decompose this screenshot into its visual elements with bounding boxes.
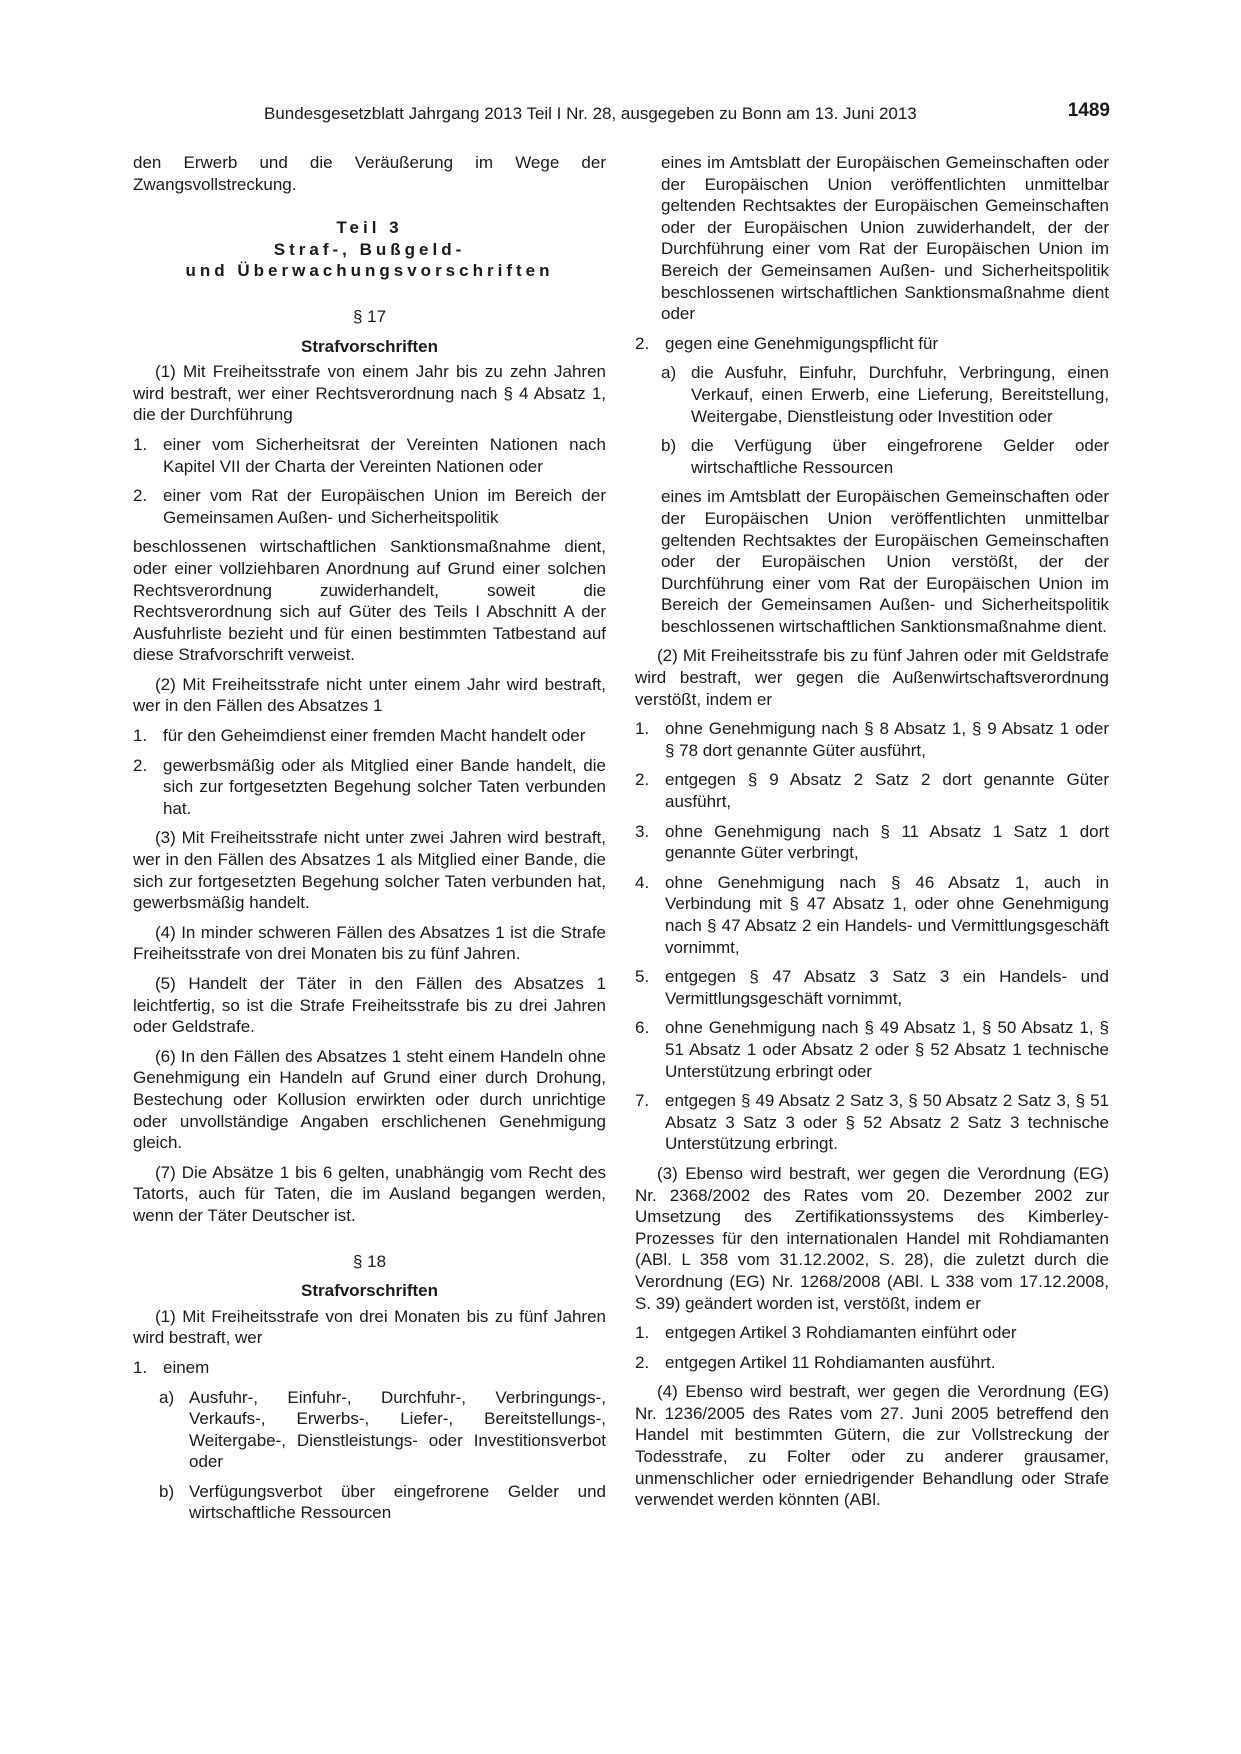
s18-paragraph-4: (4) Ebenso wird bestraft, wer gegen die Verordnung (EG) Nr. 1236/2005 des Rates vom 27. Juni 2005 betreffend den Handel mit bestimmten Gütern, die zur Vollstreckung der Todesstrafe, zu Folter oder zu anderer grausamer, unmenschlicher oder erniedrigender Behandlung oder Strafe verwendet werden könnten (ABl. — [635, 1382, 1109, 1510]
sub-list-item: a) Ausfuhr-, Einfuhr-, Durchfuhr-, Verbringungs-, Verkaufs-, Erwerbs-, Liefer-, Bereitstellungs-, Weitergabe-, Dienstleistungs- oder Investitionsverbot oder — [159, 1387, 606, 1472]
list-item: 1. entgegen Artikel 3 Rohdiamanten einführt oder — [635, 1323, 1017, 1343]
continuation-text-2: eines im Amtsblatt der Europäischen Gemeinschaften oder der Europäischen Union veröffentlichten unmittelbar geltenden Rechtsaktes der Europäischen Gemeinschaften oder der Europäischen Union verstößt, der der Durchführung einer vom Rat der Europäischen Union im Bereich der Gemeinsamen Außen- und Sicherheitspolitik beschlossenen wirtschaftlichen Sanktionsmaßnahme dient. — [661, 487, 1109, 636]
list-item: 1. einer vom Sicherheitsrat der Vereinten Nationen nach Kapitel VII der Charta der Vereinten Nationen oder — [133, 434, 606, 476]
list-item: 4. ohne Genehmigung nach § 46 Absatz 1, auch in Verbindung mit § 47 Absatz 1, oder ohne Genehmigung nach § 47 Absatz 2 ein Handels- und Vermittlungsgeschäft vornimmt, — [635, 872, 1109, 957]
s17-paragraph-5: (5) Handelt der Täter in den Fällen des Absatzes 1 leichtfertig, so ist die Strafe Freiheitsstrafe bis zu drei Jahren oder Geldstrafe. — [133, 974, 606, 1037]
s17-paragraph-4: (4) In minder schweren Fällen des Absatzes 1 ist die Strafe Freiheitsstrafe von drei Monaten bis zu fünf Jahren. — [133, 922, 606, 964]
left-column — [133, 152, 606, 1524]
s17-paragraph-1: (1) Mit Freiheitsstrafe von einem Jahr bis zu zehn Jahren wird bestraft, wer einer Rechtsverordnung nach § 4 Absatz 1, die der Durchführung — [133, 362, 606, 425]
list-item: 1. ohne Genehmigung nach § 8 Absatz 1, § 9 Absatz 1 oder § 78 dort genannte Güter ausführt, — [635, 719, 1109, 760]
sub-list-item: b) die Verfügung über eingefrorene Gelder oder wirtschaftliche Ressourcen — [661, 436, 1109, 477]
s17-paragraph-6: (6) In den Fällen des Absatzes 1 steht einem Handeln ohne Genehmigung ein Handeln auf Grund einer durch Drohung, Bestechung oder Kollusion erwirkten oder durch unrichtige oder unvollständige Angaben erschlichenen Genehmigung gleich. — [133, 1046, 606, 1153]
right-column — [635, 152, 1109, 1519]
list-item: 2. gewerbsmäßig oder als Mitglied einer Bande handelt, die sich zur fortgesetzten Begehung solcher Taten verbunden hat. — [133, 755, 606, 818]
continuation-text-1: eines im Amtsblatt der Europäischen Gemeinschaften oder der Europäischen Union veröffentlichten unmittelbar geltenden Rechtsaktes der Europäischen Gemeinschaften oder der Europäischen Union zuwiderhandelt, der der Durchführung einer vom Rat der Europäischen Union im Bereich der Gemeinsamen Außen- und Sicherheitspolitik beschlossenen wirtschaftlichen Sanktionsmaßnahme dient oder — [661, 153, 1109, 324]
page-number: 1489 — [1067, 100, 1110, 121]
sub-list-item: a) die Ausfuhr, Einfuhr, Durchfuhr, Verbringung, einen Verkauf, einen Erwerb, eine Lieferung, Bereitstellung, Weitergabe, Dienstleistung oder Investition oder — [661, 363, 1109, 426]
list-item: 1. einem — [133, 1357, 210, 1377]
part-title-line-1: Straf-, Bußgeld- — [273, 239, 466, 259]
list-item: 2. entgegen § 9 Absatz 2 Satz 2 dort genannte Güter ausführt, — [635, 770, 1109, 812]
list-item: 7. entgegen § 49 Absatz 2 Satz 3, § 50 Absatz 2 Satz 3, § 51 Absatz 3 Satz 3 oder § 52 Absatz 2 Satz 3 technische Unterstützung erbringt. — [635, 1091, 1109, 1154]
s17-paragraph-3: (3) Mit Freiheitsstrafe nicht unter zwei Jahren wird bestraft, wer in den Fällen des Absatzes 1 als Mitglied einer Bande, die sich zur fortgesetzten Begehung solcher Taten verbunden hat, gewerbsmäßig handelt. — [133, 828, 606, 913]
s17-paragraph-7: (7) Die Absätze 1 bis 6 gelten, unabhängig vom Recht des Tatorts, auch für Taten, die im Ausland begangen werden, wenn der Täter Deutscher ist. — [133, 1162, 606, 1225]
list-item: 6. ohne Genehmigung nach § 49 Absatz 1, § 50 Absatz 1, § 51 Absatz 1 oder Absatz 2 oder § 52 Absatz 1 technische Unterstützung erbringt oder — [635, 1018, 1109, 1081]
list-item: 2. gegen eine Genehmigungspflicht für — [635, 333, 939, 353]
list-item: 1. für den Geheimdienst einer fremden Macht handelt oder — [133, 726, 586, 746]
part-title-line-2: und Überwachungsvorschriften — [185, 261, 554, 281]
s17-paragraph-2: (2) Mit Freiheitsstrafe nicht unter einem Jahr wird bestraft, wer in den Fällen des Absatzes 1 — [133, 674, 606, 716]
section-17-title: Strafvorschriften — [301, 336, 438, 356]
s18-paragraph-1: (1) Mit Freiheitsstrafe von drei Monaten bis zu fünf Jahren wird bestraft, wer — [133, 1306, 606, 1348]
list-item: 5. entgegen § 47 Absatz 3 Satz 3 ein Handels- und Vermittlungsgeschäft vornimmt, — [635, 967, 1109, 1008]
s17-paragraph-1-tail: beschlossenen wirtschaftlichen Sanktionsmaßnahme dient, oder einer vollziehbaren Anordnung auf Grund einer solchen Rechtsverordnung zuwiderhandelt, soweit die Rechtsverordnung sich auf Güter des Teils I Abschnitt A der Ausfuhrliste bezieht und für einen bestimmten Tatbestand auf diese Strafvorschrift verweist. — [133, 537, 606, 665]
s18-paragraph-2: (2) Mit Freiheitsstrafe bis zu fünf Jahren oder mit Geldstrafe wird bestraft, wer gegen die Außenwirtschaftsverordnung verstößt, indem er — [635, 646, 1109, 709]
list-item: 2. einer vom Rat der Europäischen Union im Bereich der Gemeinsamen Außen- und Sicherheitspolitik — [133, 486, 606, 527]
sub-list-item: b) Verfügungsverbot über eingefrorene Gelder und wirtschaftliche Ressourcen — [159, 1481, 606, 1523]
section-18-number: § 18 — [352, 1251, 387, 1271]
list-item: 2. entgegen Artikel 11 Rohdiamanten ausführt. — [635, 1352, 996, 1372]
list-item: 3. ohne Genehmigung nach § 11 Absatz 1 Satz 1 dort genannte Güter verbringt, — [635, 821, 1109, 863]
intro-text: den Erwerb und die Veräußerung im Wege der Zwangsvollstreckung. — [133, 153, 606, 194]
s18-paragraph-3: (3) Ebenso wird bestraft, wer gegen die Verordnung (EG) Nr. 2368/2002 des Rates vom 20. Dezember 2002 zur Umsetzung des Zertifikationssystems des Kimberley-Prozesses für den internationalen Handel mit Rohdiamanten (ABl. L 358 vom 31.12.2002, S. 28), die zuletzt durch die Verordnung (EG) Nr. 1268/2008 (ABl. L 338 vom 17.12.2008, S. 39) geändert worden ist, verstößt, indem er — [635, 1163, 1109, 1313]
running-title: Bundesgesetzblatt Jahrgang 2013 Teil I Nr. 28, ausgegeben zu Bonn am 13. Juni 2013 — [264, 104, 917, 123]
page-header — [264, 100, 1110, 126]
part-heading: Teil 3 — [336, 218, 403, 238]
section-18-title: Strafvorschriften — [301, 1281, 438, 1301]
section-17-number: § 17 — [352, 306, 387, 326]
